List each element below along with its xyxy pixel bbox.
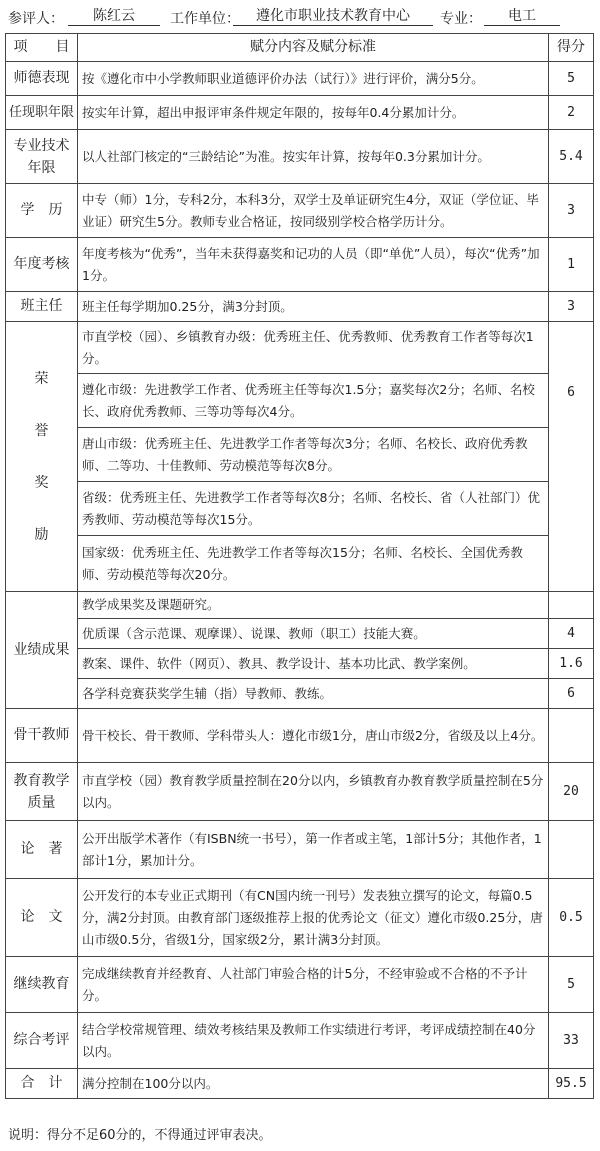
row-category: 骨干教师 <box>6 709 78 763</box>
row-category: 继续教育 <box>6 957 78 1013</box>
performance-item: 教案、课件、软件（网页）、教具、教学设计、基本功比武、教学案例。 <box>78 649 549 679</box>
performance-score: 6 <box>549 679 594 709</box>
performance-score: 1.6 <box>549 649 594 679</box>
row-score: 0.5 <box>549 879 594 957</box>
table-row <box>6 62 594 96</box>
header <box>0 0 600 32</box>
honor-category <box>6 322 78 592</box>
row-category: 论 文 <box>6 879 78 957</box>
row-score: 20 <box>549 763 594 821</box>
row-content: 骨干校长、骨干教师、学科带头人：遵化市级1分，唐山市级2分，省级及以上4分。 <box>78 709 549 763</box>
total-row <box>6 1069 594 1099</box>
row-content: 结合学校常规管理、绩效考核结果及教师工作实绩进行考评，考评成绩控制在40分以内。 <box>78 1013 549 1069</box>
table-row <box>6 879 594 957</box>
total-content: 满分控制在100分以内。 <box>78 1069 549 1099</box>
row-category: 教育教学质量 <box>6 763 78 821</box>
table-row <box>6 292 594 322</box>
honor-char: 奖 <box>34 474 49 491</box>
col-content-header: 赋分内容及赋分标准 <box>78 34 549 62</box>
row-content: 公开出版学术著作（有ISBN统一书号），第一作者或主笔，1部计5分；其他作者，1部计1分，累加计分。 <box>78 821 549 879</box>
row-content: 按实年计算，超出申报评审条件规定年限的，按每年0.4分累加计分。 <box>78 96 549 130</box>
row-content: 公开发行的本专业正式期刊（有CN国内统一刊号）发表独立撰写的论文，每篇0.5分，满2分封顶。由教育部门逐级推荐上报的优秀论文（征文）遵化市级0.25分，唐山市级0.5分，省级1分，国家级2分，累计满3分封顶。 <box>78 879 549 957</box>
row-content: 市直学校（园）教育教学质量控制在20分以内，乡镇教育办教育教学质量控制在5分以内。 <box>78 763 549 821</box>
honor-item: 省级：优秀班主任、先进教学工作者等每次8分；名师、名校长、省（人社部门）优秀教师、劳动模范等每次15分。 <box>78 482 549 536</box>
row-category: 任现职年限 <box>6 96 78 130</box>
performance-row <box>6 649 594 679</box>
col-item-header: 项 目 <box>6 34 78 62</box>
footnote: 说明：得分不足60分的，不得通过评审表决。 <box>8 1128 272 1143</box>
performance-item: 各学科竞赛获奖学生辅（指）导教师、教练。 <box>78 679 549 709</box>
performance-row <box>6 619 594 649</box>
row-category: 综合考评 <box>6 1013 78 1069</box>
honor-char: 荣 <box>34 370 49 387</box>
table-row <box>6 184 594 238</box>
row-content: 班主任每学期加0.25分，满3分封顶。 <box>78 292 549 322</box>
honor-item: 遵化市级：先进教学工作者、优秀班主任等每次1.5分；嘉奖每次2分；名师、名校长、政府优秀教师、三等功等每次4分。 <box>78 374 549 428</box>
participant-name: 陈红云 <box>68 8 160 26</box>
honor-row <box>6 374 594 428</box>
honor-row <box>6 322 594 374</box>
row-content: 完成继续教育并经教育、人社部门审验合格的计5分，不经审验或不合格的不予计分。 <box>78 957 549 1013</box>
table-row <box>6 821 594 879</box>
row-score: 33 <box>549 1013 594 1069</box>
row-category: 师德表现 <box>6 62 78 96</box>
performance-row <box>6 592 594 619</box>
honor-item: 市直学校（园）、乡镇教育办级：优秀班主任、优秀教师、优秀教育工作者等每次1分。 <box>78 322 549 374</box>
row-content: 按《遵化市中小学教师职业道德评价办法（试行）》进行评价，满分5分。 <box>78 62 549 96</box>
row-score <box>549 821 594 879</box>
row-score: 3 <box>549 184 594 238</box>
honor-score: 6 <box>549 322 594 592</box>
table-row <box>6 709 594 763</box>
honor-item: 国家级：优秀班主任、先进教学工作者等每次15分；名师、名校长、全国优秀教师、劳动模范等每次20分。 <box>78 536 549 592</box>
table-row <box>6 957 594 1013</box>
row-score: 5 <box>549 957 594 1013</box>
honor-item: 唐山市级：优秀班主任、先进教学工作者等每次3分；名师、名校长、政府优秀教师、二等功、十佳教师、劳动模范等每次8分。 <box>78 428 549 482</box>
row-score: 5.4 <box>549 130 594 184</box>
row-score: 1 <box>549 238 594 292</box>
unit-name: 遵化市职业技术教育中心 <box>233 8 433 26</box>
score-table <box>5 33 594 1099</box>
unit-label: 工作单位： <box>170 11 240 27</box>
row-score: 5 <box>549 62 594 96</box>
performance-item: 优质课（含示范课、观摩课）、说课、教师（职工）技能大赛。 <box>78 619 549 649</box>
table-row <box>6 238 594 292</box>
honor-row <box>6 428 594 482</box>
row-category: 年度考核 <box>6 238 78 292</box>
row-content: 年度考核为“优秀”，当年未获得嘉奖和记功的人员（即“单优”人员），每次“优秀”加1分。 <box>78 238 549 292</box>
major-label: 专业： <box>440 11 482 27</box>
performance-row <box>6 679 594 709</box>
performance-item: 教学成果奖及课题研究。 <box>78 592 549 619</box>
col-score-header: 得分 <box>549 34 594 62</box>
total-score: 95.5 <box>549 1069 594 1099</box>
honor-char: 誉 <box>34 422 49 439</box>
honor-row <box>6 482 594 536</box>
participant-label: 参评人： <box>8 11 64 27</box>
major-name: 电工 <box>484 8 560 26</box>
table-row <box>6 96 594 130</box>
honor-char: 励 <box>34 526 49 543</box>
row-content: 中专（师）1分，专科2分，本科3分，双学士及单证研究生4分，双证（学位证、毕业证）研究生5分。教师专业合格证，按同级别学校合格学历计分。 <box>78 184 549 238</box>
row-category: 论 著 <box>6 821 78 879</box>
row-score <box>549 709 594 763</box>
table-row <box>6 763 594 821</box>
row-category: 学 历 <box>6 184 78 238</box>
performance-score <box>549 592 594 619</box>
table-row <box>6 1013 594 1069</box>
row-content: 以人社部门核定的“三龄结论”为准。按实年计算，按每年0.3分累加计分。 <box>78 130 549 184</box>
performance-score: 4 <box>549 619 594 649</box>
row-category: 专业技术年限 <box>6 130 78 184</box>
total-label: 合 计 <box>6 1069 78 1099</box>
row-score: 3 <box>549 292 594 322</box>
table-row <box>6 130 594 184</box>
performance-category: 业绩成果 <box>6 592 78 709</box>
table-header-row <box>6 34 594 62</box>
honor-row <box>6 536 594 592</box>
row-score: 2 <box>549 96 594 130</box>
row-category: 班主任 <box>6 292 78 322</box>
